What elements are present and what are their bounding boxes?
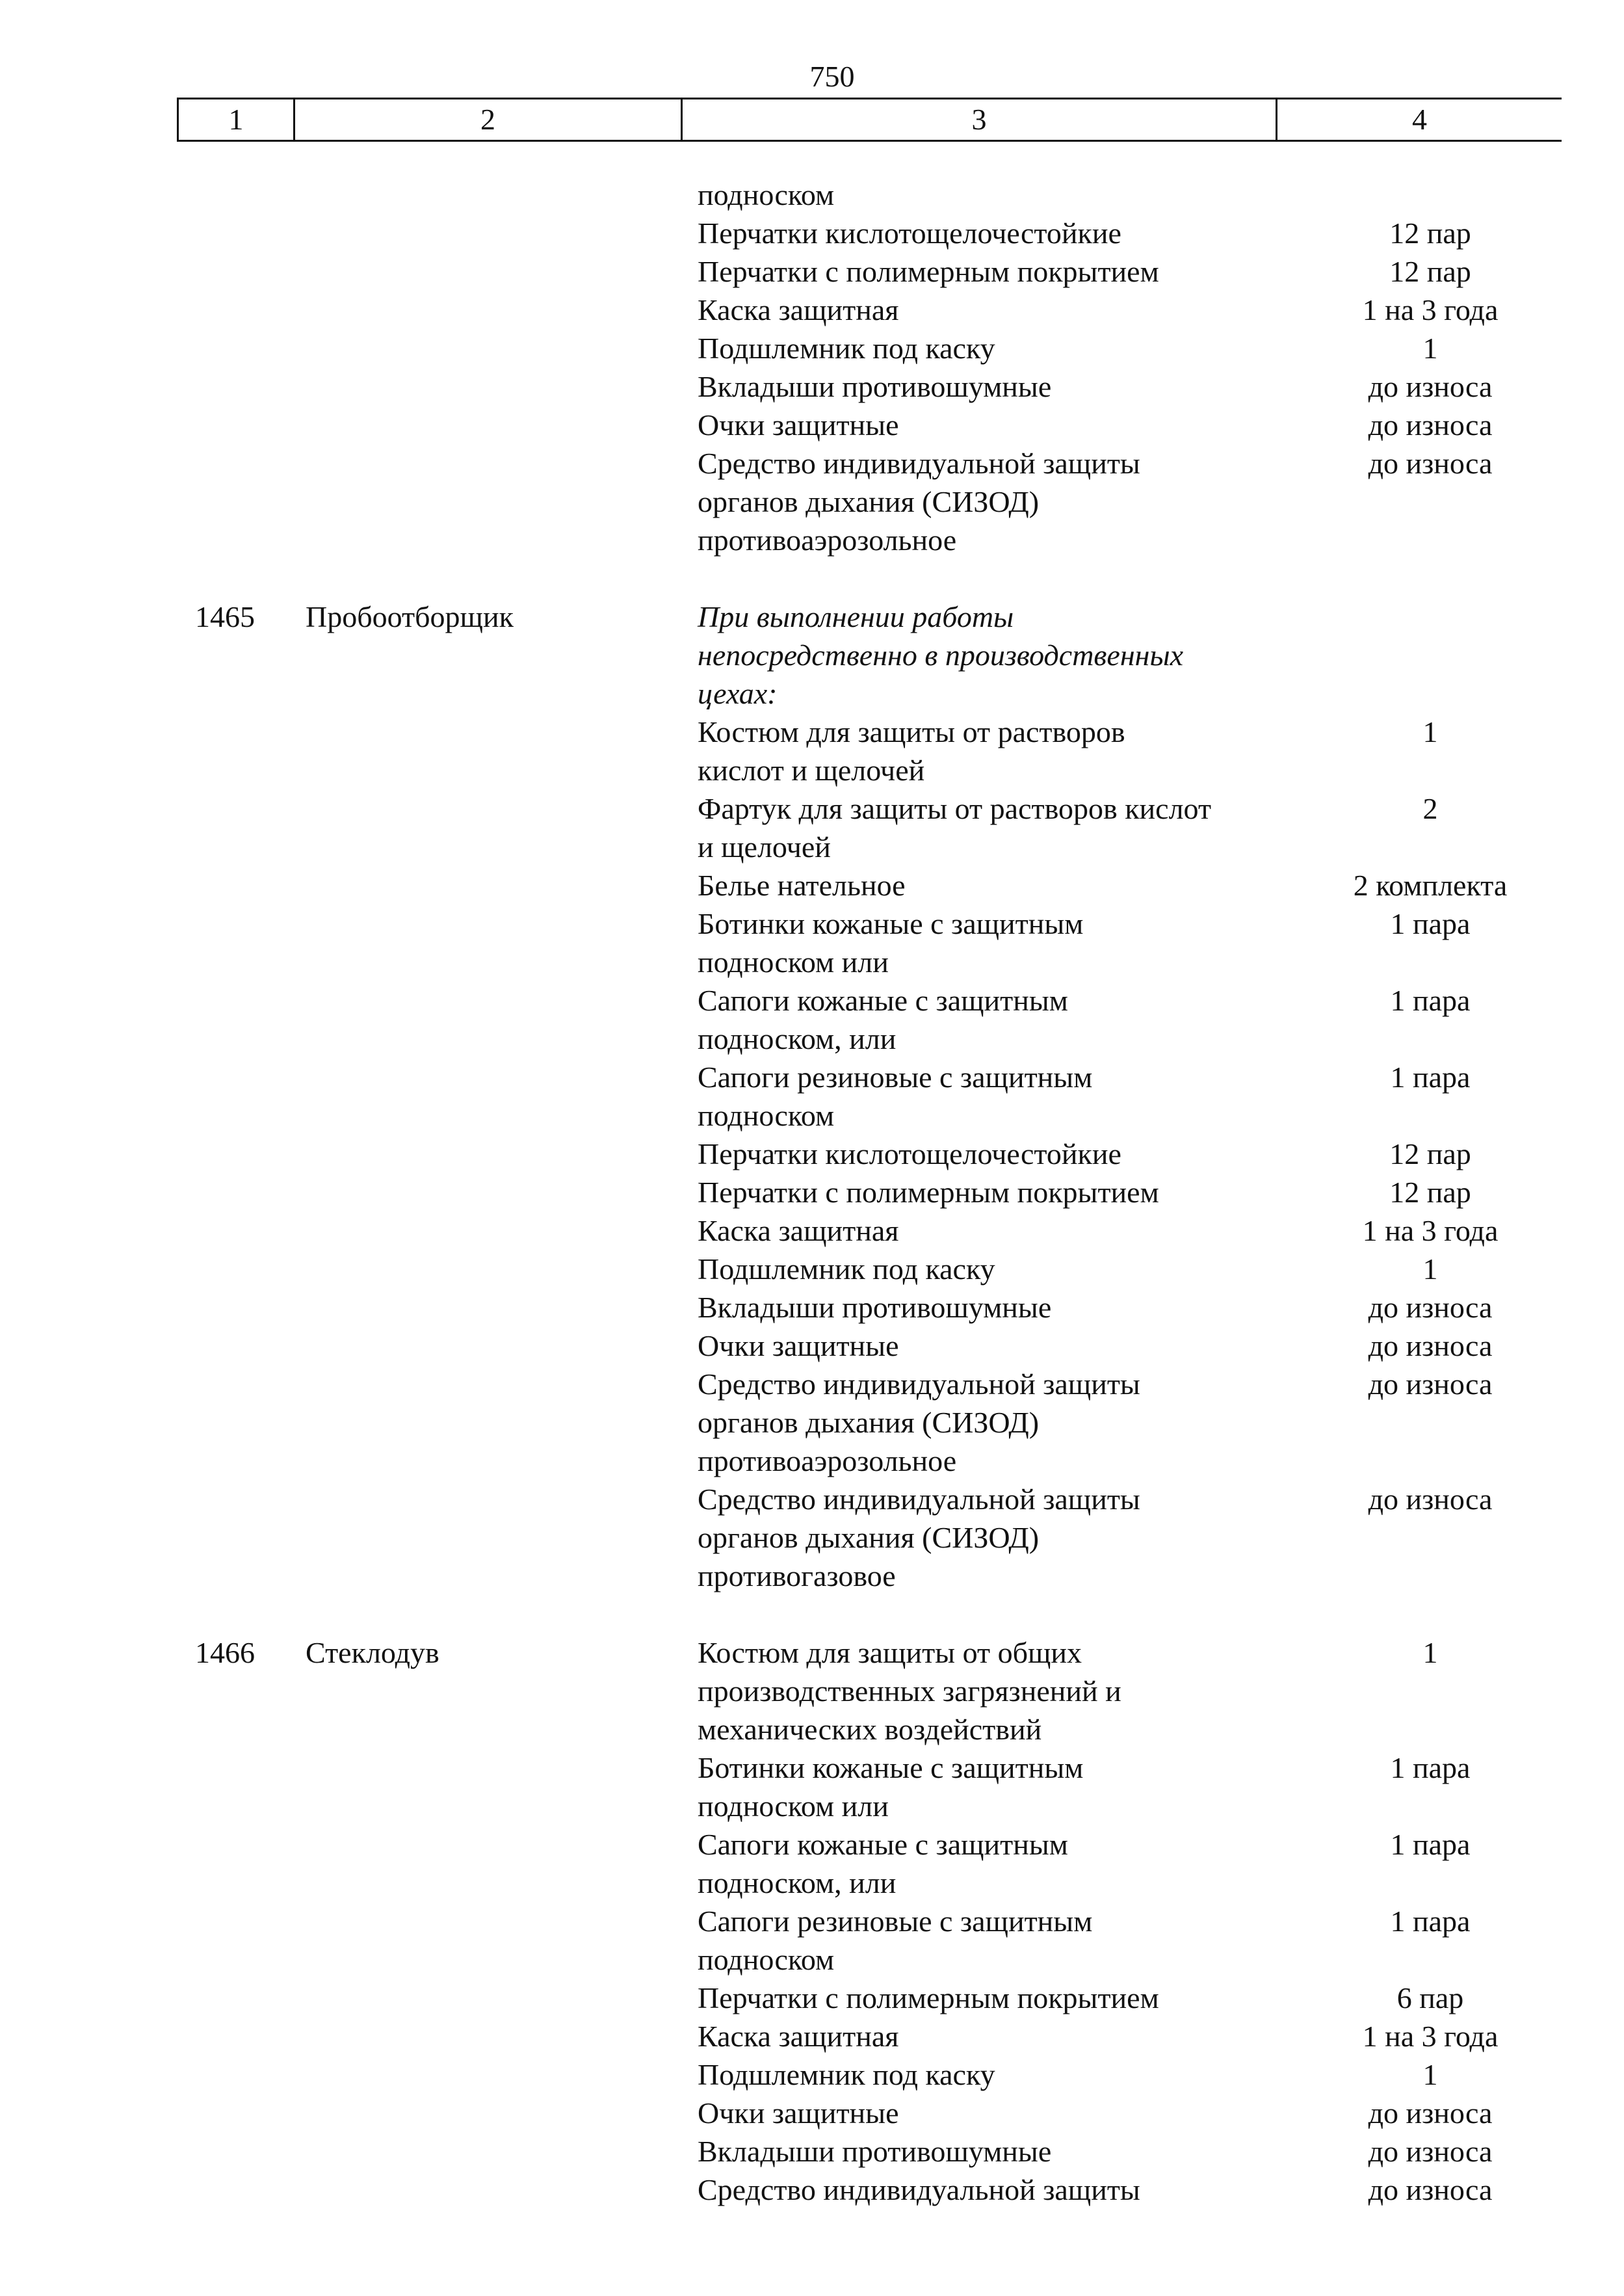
item-name: Перчатки кислотощелочестойкие xyxy=(698,217,1121,250)
item-name: Каска защитная xyxy=(698,293,899,326)
entry-note: При выполнении работы непосредственно в производственных цехах: xyxy=(698,600,1184,710)
item-name: Каска защитная xyxy=(698,1214,899,1247)
entry-number: 1465 xyxy=(195,600,255,633)
item-quantity: до износа xyxy=(1368,2096,1493,2130)
item-quantity: до износа xyxy=(1368,1291,1493,1324)
item-name: Перчатки кислотощелочестойкие xyxy=(698,1137,1121,1170)
item-quantity: до износа xyxy=(1368,1329,1493,1362)
item-quantity: 2 комплекта xyxy=(1353,869,1508,902)
item-name: Фартук для защиты от растворов кислот и щелочей xyxy=(698,792,1212,864)
item-quantity: до износа xyxy=(1368,447,1493,480)
item-quantity: 12 пар xyxy=(1389,1137,1471,1170)
item-name: Средство индивидуальной защиты органов дыхания (СИЗОД) противогазовое xyxy=(698,1483,1140,1592)
item-name: Подшлемник под каску xyxy=(698,2058,995,2091)
item-quantity: 1 пара xyxy=(1390,907,1471,940)
item-name: Сапоги резиновые с защитным подноском xyxy=(698,1905,1093,1976)
item-name: Ботинки кожаные с защитным подноском или xyxy=(698,907,1084,979)
item-quantity: 1 xyxy=(1422,1636,1438,1669)
item-quantity: до износа xyxy=(1368,1367,1493,1401)
item-quantity: 1 на 3 года xyxy=(1362,293,1499,326)
page-number: 750 xyxy=(809,60,855,93)
item-quantity: 1 пара xyxy=(1390,1061,1471,1094)
item-name: Подшлемник под каску xyxy=(698,1252,995,1286)
item-name: подноском xyxy=(698,178,835,211)
item-name: Сапоги резиновые с защитным подноском xyxy=(698,1061,1093,1132)
item-name: Вкладыши противошумные xyxy=(698,2135,1052,2168)
item-name: Сапоги кожаные с защитным подноском, или xyxy=(698,1828,1068,1899)
item-quantity: 12 пар xyxy=(1389,217,1471,250)
item-quantity: до износа xyxy=(1368,408,1493,442)
item-quantity: 1 xyxy=(1422,1252,1438,1286)
item-quantity: 6 пар xyxy=(1396,1981,1464,2014)
item-name: Белье нательное xyxy=(698,869,906,902)
item-name: Костюм для защиты от растворов кислот и щелочей xyxy=(698,715,1125,787)
item-quantity: 1 на 3 года xyxy=(1362,2020,1499,2053)
item-quantity: 1 xyxy=(1422,715,1438,748)
item-name: Перчатки с полимерным покрытием xyxy=(698,255,1159,288)
item-name: Вкладыши противошумные xyxy=(698,1291,1052,1324)
item-quantity: 1 xyxy=(1422,2058,1438,2091)
item-quantity: до износа xyxy=(1368,1483,1493,1516)
item-name: Перчатки с полимерным покрытием xyxy=(698,1176,1159,1209)
item-name: Перчатки с полимерным покрытием xyxy=(698,1981,1159,2014)
item-name: Средство индивидуальной защиты органов дыхания (СИЗОД) противоаэрозольное xyxy=(698,447,1140,557)
item-quantity: до износа xyxy=(1368,370,1493,403)
entry-title: Стеклодув xyxy=(306,1636,439,1669)
item-quantity: 1 xyxy=(1422,332,1438,365)
header-col-2: 2 xyxy=(295,99,683,140)
item-quantity: до износа xyxy=(1368,2173,1493,2206)
item-name: Сапоги кожаные с защитным подноском, или xyxy=(698,984,1068,1055)
header-col-3: 3 xyxy=(683,99,1277,140)
item-name: Средство индивидуальной защиты органов дыхания (СИЗОД) противоаэрозольное xyxy=(698,1367,1140,1477)
header-col-1: 1 xyxy=(177,99,295,140)
table-header-row xyxy=(177,98,1562,142)
item-name: Вкладыши противошумные xyxy=(698,370,1052,403)
item-name: Ботинки кожаные с защитным подноском или xyxy=(698,1751,1084,1823)
item-name: Средство индивидуальной защиты xyxy=(698,2173,1140,2206)
item-quantity: 1 на 3 года xyxy=(1362,1214,1499,1247)
item-quantity: 1 пара xyxy=(1390,1751,1471,1784)
item-quantity: 1 пара xyxy=(1390,1905,1471,1938)
item-quantity: 1 пара xyxy=(1390,984,1471,1017)
header-col-4: 4 xyxy=(1412,103,1427,136)
item-quantity: 2 xyxy=(1422,792,1438,825)
item-name: Костюм для защиты от общих производственных загрязнений и механических воздействий xyxy=(698,1636,1121,1746)
item-quantity: 12 пар xyxy=(1389,255,1471,288)
item-quantity: 12 пар xyxy=(1389,1176,1471,1209)
item-quantity: 1 пара xyxy=(1390,1828,1471,1861)
item-name: Подшлемник под каску xyxy=(698,332,995,365)
item-name: Каска защитная xyxy=(698,2020,899,2053)
item-name: Очки защитные xyxy=(698,408,899,442)
entry-title: Пробоотборщик xyxy=(306,600,514,633)
item-quantity: до износа xyxy=(1368,2135,1493,2168)
item-name: Очки защитные xyxy=(698,1329,899,1362)
entry-number: 1466 xyxy=(195,1636,255,1669)
item-name: Очки защитные xyxy=(698,2096,899,2130)
